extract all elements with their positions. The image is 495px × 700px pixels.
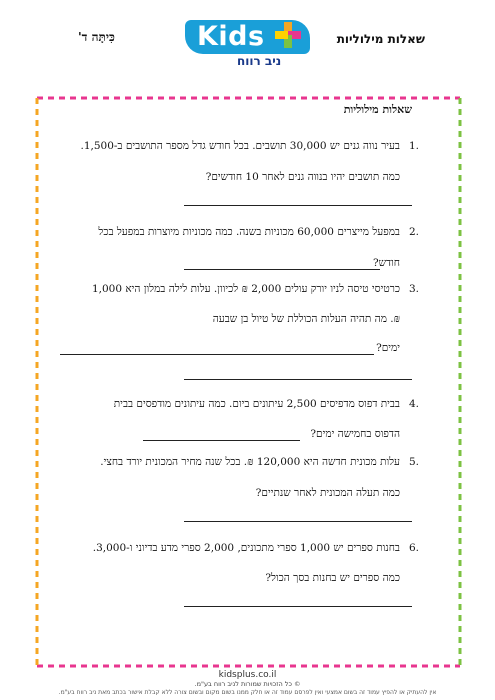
answer-line[interactable] [184, 606, 412, 607]
question-number: 2. [408, 226, 419, 238]
footer-copyright: © כל הזכויות שמורות לניב רווח בע"מ. [194, 680, 301, 688]
question-text: כמה תושבים יהיו בנווה גנים לאחר 10 חודשים? [205, 171, 400, 183]
question-text: חודש? [372, 257, 400, 269]
answer-line[interactable] [143, 440, 300, 441]
kids-plus-logo [185, 20, 310, 66]
answer-line[interactable] [60, 354, 374, 355]
question-number: 5. [408, 456, 419, 468]
question-text: ₪. מה תהיה העלות הכוללת של טיול בן שבעה [212, 313, 400, 325]
grade-label: כִּיתָּה ד' [78, 30, 115, 44]
answer-line[interactable] [184, 205, 412, 206]
footer-legal: אין להעתיק או להפיץ עמוד זה בשום אמצעי ואין לפרסם עמוד זה או חלק ממנו בשום מקום ובשום צורה ללא קבלת אישור בכתב מאת ניב רווח בע"מ. [58, 689, 437, 696]
section-title: שאלות מילוליות [343, 103, 412, 116]
question-number: 6. [408, 542, 419, 554]
plus-icon [275, 22, 301, 48]
question-text: הדפוס בחמישה ימים? [310, 428, 400, 440]
question-text: כמה ספרים יש בחנות בסך הכול? [265, 572, 400, 584]
question-number: 1. [408, 140, 419, 152]
logo-subtitle: ניב רווח [237, 54, 282, 68]
answer-line[interactable] [184, 269, 380, 270]
question-text: כמה תעלה המכונית לאחר שנתיים? [255, 487, 400, 499]
question-text: במפעל מייצרים 60,000 מכוניות בשנה. כמה מכוניות מיוצרות במפעל בכל [98, 226, 400, 238]
question-number: 3. [408, 283, 419, 295]
answer-line[interactable] [184, 379, 412, 380]
question-text: עלות מכונית חדשה היא 120,000 ₪. בכל שנה מחיר המכונית יורד בחצי. [100, 456, 400, 468]
logo-text: Kids [197, 21, 265, 52]
worksheet-title: שאלות מילוליות [336, 32, 425, 46]
footer-url[interactable]: kidsplus.co.il [218, 670, 277, 680]
answer-line[interactable] [184, 521, 412, 522]
question-text: בעיר נווה גנים יש 30,000 תושבים. בכל חודש גדל מספר התושבים ב-1,500. [80, 140, 400, 152]
question-text: ימים? [376, 342, 400, 354]
question-text: כרטיסי טיסה לניו יורק עולים 2,000 ₪ לכיוון. עלות לילה במלון היא 1,000 [91, 283, 400, 295]
question-number: 4. [408, 398, 419, 410]
question-text: בבית דפוס מדפיסים 2,500 עיתונים ביום. כמה עיתונים מודפסים בבית [113, 398, 400, 410]
question-text: בחנות ספרים יש 1,000 ספרי מתכונים, 2,000 ספרי מדע בדיוני ו-3,000. [92, 542, 400, 554]
